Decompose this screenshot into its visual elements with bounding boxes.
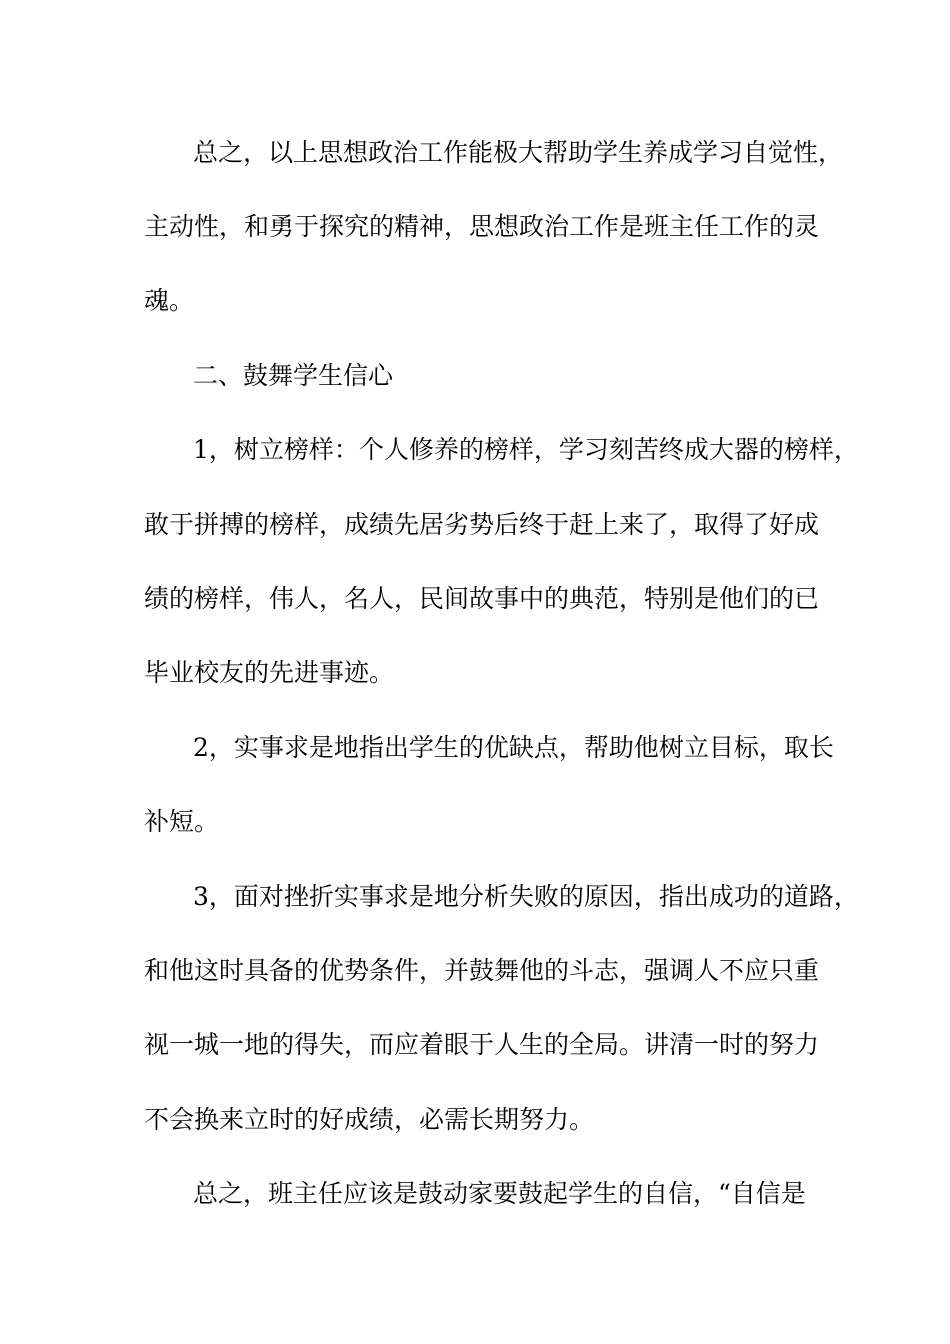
paragraph-line: 2，实事求是地指出学生的优缺点，帮助他树立目标，取长 <box>193 733 834 762</box>
paragraph-line: 魂。 <box>144 286 195 315</box>
paragraph-line: 绩的榜样，伟人，名人，民间故事中的典范，特别是他们的已 <box>144 584 820 613</box>
paragraph-line: 总之，以上思想政治工作能极大帮助学生养成学习自觉性， <box>193 138 844 167</box>
paragraph-line: 视一城一地的得失，而应着眼于人生的全局。讲清一时的努力 <box>144 1030 820 1059</box>
paragraph-line: 1，树立榜样：个人修养的榜样，学习刻苦终成大器的榜样， <box>193 435 859 464</box>
paragraph-line: 和他这时具备的优势条件，并鼓舞他的斗志，强调人不应只重 <box>144 956 820 985</box>
paragraph-line: 总之，班主任应该是鼓动家要鼓起学生的自信，“自信是 <box>193 1179 806 1208</box>
paragraph-line: 3，面对挫折实事求是地分析失败的原因，指出成功的道路， <box>193 882 859 911</box>
paragraph-line: 毕业校友的先进事迹。 <box>144 658 395 687</box>
paragraph-line: 补短。 <box>144 807 220 836</box>
paragraph-line: 主动性，和勇于探究的精神，思想政治工作是班主任工作的灵 <box>144 212 820 241</box>
paragraph-line: 敢于拼搏的榜样，成绩先居劣势后终于赶上来了，取得了好成 <box>144 510 820 539</box>
section-heading: 二、鼓舞学生信心 <box>193 361 394 390</box>
paragraph-line: 不会换来立时的好成绩，必需长期努力。 <box>144 1105 595 1134</box>
